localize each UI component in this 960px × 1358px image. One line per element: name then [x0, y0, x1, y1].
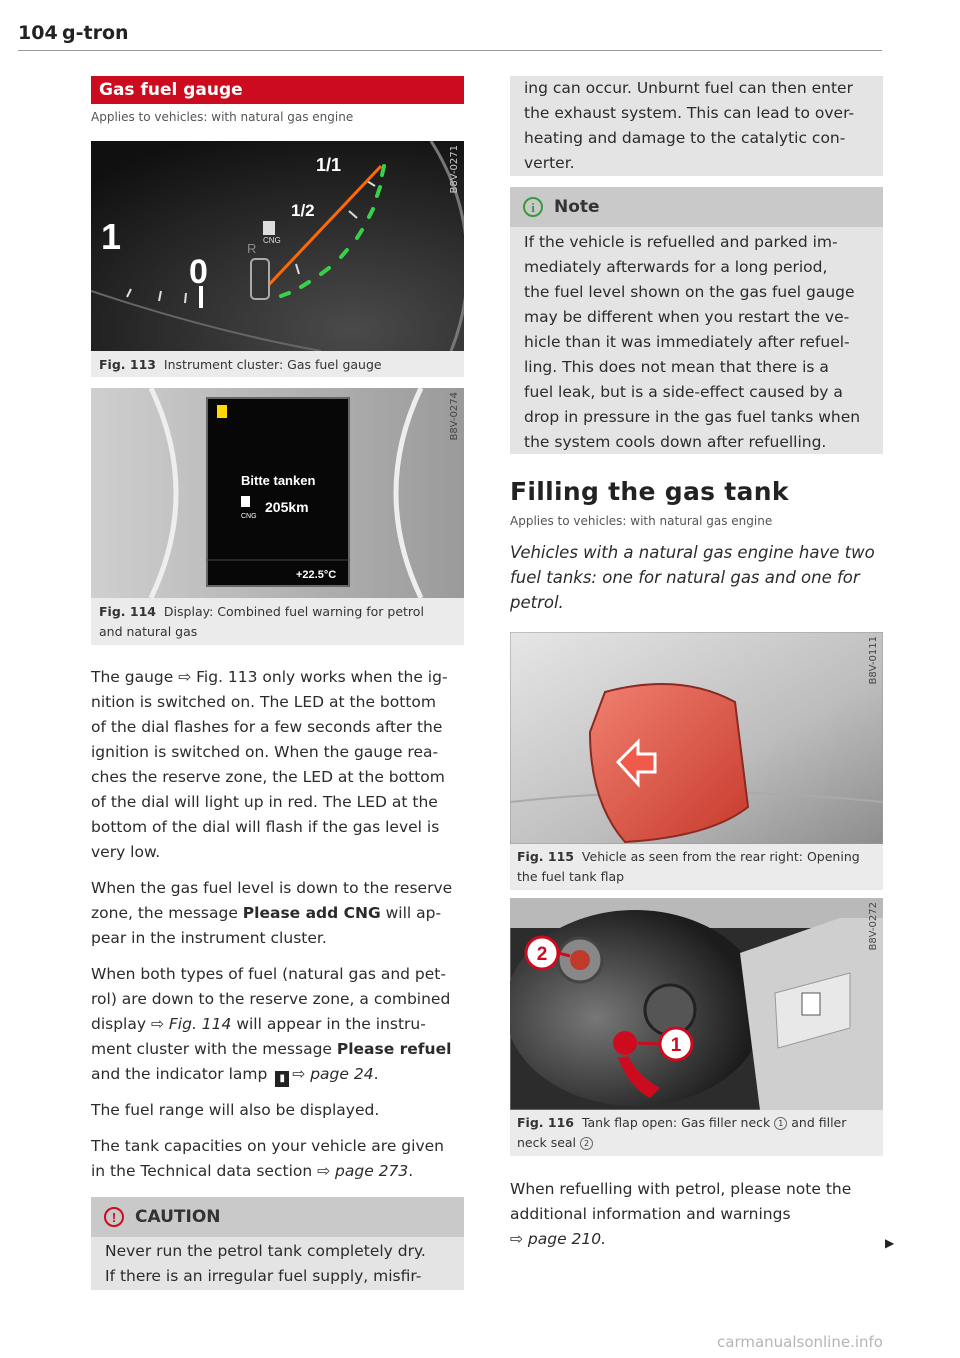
text-line: very low.	[91, 843, 161, 861]
text-line	[91, 1062, 466, 1087]
svg-text:i: i	[531, 200, 535, 215]
text-line	[91, 1037, 466, 1062]
caution-text	[91, 1239, 464, 1289]
caution-icon	[103, 1206, 125, 1228]
text-line: drop in pressure in the gas fuel tanks when	[524, 408, 861, 426]
text-line: the system cools down after refuelling.	[524, 433, 827, 451]
fig-114-link[interactable]: ⇨ Fig. 114	[150, 1015, 232, 1033]
text-line: The gauge ⇨ Fig. 113 only works when the ig-	[91, 668, 448, 686]
text-line: petrol.	[510, 593, 564, 612]
filler-neck-illustration	[510, 898, 883, 1110]
paragraph-range: The fuel range will also be displayed.	[91, 1101, 380, 1119]
fuel-flap-illustration	[510, 632, 883, 844]
gauge-mark: 1/1	[316, 155, 342, 175]
gauge-mark: CNG	[263, 236, 281, 245]
gauge-illustration	[91, 141, 464, 351]
text-line: hicle than it was immediately after refuel-	[524, 333, 850, 351]
page-24-link[interactable]: ⇨ page 24	[292, 1065, 374, 1083]
text-line: When the gas fuel level is down to the reserve	[91, 879, 453, 897]
text-line	[91, 1159, 466, 1184]
figure-caption	[517, 847, 879, 887]
filling-gas-tank-heading: Filling the gas tank	[510, 477, 789, 506]
gauge-mark: 1	[101, 216, 122, 257]
text-line: When both types of fuel (natural gas and pet-	[91, 965, 446, 983]
figure-label: Fig. 115	[517, 849, 574, 864]
figure-label: Fig. 116	[517, 1115, 574, 1130]
text-line: may be different when you restart the ve-	[524, 308, 850, 326]
paragraph-refuel-petrol	[510, 1177, 885, 1252]
caution-title: CAUTION	[135, 1207, 221, 1227]
figure-caption-text: and filler	[787, 1115, 847, 1130]
note-title: Note	[554, 197, 600, 217]
figure-label: Fig. 113	[99, 357, 156, 372]
text-line: If there is an irregular fuel supply, misfir-	[105, 1267, 422, 1285]
figure-code: B8V-0274	[449, 392, 460, 441]
message-please-add-cng: Please add CNG	[242, 904, 381, 922]
caution-cont-text	[510, 76, 883, 176]
text-span: display	[91, 1015, 151, 1033]
text-line	[91, 901, 466, 926]
text-span: ment cluster with the message	[91, 1040, 337, 1058]
figure-113	[91, 141, 464, 377]
caution-box	[91, 1197, 464, 1290]
figure-caption-text: and natural gas	[99, 624, 198, 639]
message-please-refuel: Please refuel	[336, 1040, 452, 1058]
gauge-mark: R	[247, 241, 257, 256]
applies-note: Applies to vehicles: with natural gas engine	[510, 514, 773, 528]
caution-header	[91, 1197, 464, 1237]
figure-115	[510, 632, 883, 890]
lead-paragraph	[510, 540, 885, 615]
figure-caption	[99, 355, 382, 375]
figure-caption	[99, 602, 459, 642]
marker-2-inline: 2	[580, 1137, 593, 1150]
page-273-link[interactable]: ⇨ page 273	[317, 1162, 409, 1180]
text-span: zone, the message	[91, 904, 243, 922]
text-line: The tank capacities on your vehicle are given	[91, 1137, 444, 1155]
note-box	[510, 187, 883, 454]
figure-caption-text: Display: Combined fuel warning for petrol	[163, 604, 424, 619]
figure-code: B8V-0111	[868, 636, 879, 685]
figure-caption-text: the fuel tank flap	[517, 869, 625, 884]
text-line: Never run the petrol tank completely dry.	[105, 1242, 426, 1260]
text-line	[91, 1012, 466, 1037]
figure-code: B8V-0271	[449, 145, 460, 194]
applies-note: Applies to vehicles: with natural gas engine	[91, 110, 354, 124]
text-span: and the indicator lamp	[91, 1065, 273, 1083]
text-line: ignition is switched on. When the gauge rea-	[91, 743, 439, 761]
figure-code: B8V-0272	[868, 902, 879, 951]
text-line: fuel tanks: one for natural gas and one for	[510, 568, 860, 587]
text-line: ches the reserve zone, the LED at the bottom	[91, 768, 445, 786]
info-icon	[522, 196, 544, 218]
section-title: g-tron	[62, 22, 129, 44]
text-line: bottom of the dial will flash if the gas level is	[91, 818, 440, 836]
text-span: .	[408, 1162, 414, 1180]
header-rule	[18, 50, 882, 51]
text-line: pear in the instrument cluster.	[91, 929, 327, 947]
footer-watermark[interactable]: carmanualsonline.info	[717, 1333, 883, 1351]
text-span: will appear in the instru-	[231, 1015, 426, 1033]
text-line: of the dial will light up in red. The LED at the	[91, 793, 438, 811]
gas-fuel-gauge-heading: Gas fuel gauge	[91, 76, 464, 104]
display-illustration	[91, 388, 464, 598]
text-line: of the dial flashes for a few seconds after the	[91, 718, 443, 736]
text-line: heating and damage to the catalytic con-	[524, 129, 846, 147]
display-cng: CNG	[241, 513, 257, 520]
figure-116	[510, 898, 883, 1156]
text-line: fuel leak, but is a side-effect caused by a	[524, 383, 843, 401]
figure-114	[91, 388, 464, 645]
gauge-mark: 1/2	[291, 201, 315, 220]
text-line: rol) are down to the reserve zone, a combined	[91, 990, 451, 1008]
text-line: nition is switched on. The LED at the bottom	[91, 693, 436, 711]
note-text	[510, 230, 883, 455]
text-line: If the vehicle is refuelled and parked im-	[524, 233, 838, 251]
fuel-lamp-icon: ▮	[275, 1071, 289, 1087]
figure-caption-text: Instrument cluster: Gas fuel gauge	[163, 357, 382, 372]
text-line: ling. This does not mean that there is a	[524, 358, 829, 376]
page-number: 104	[18, 22, 58, 44]
paragraph-capacities	[91, 1134, 466, 1184]
text-line: mediately afterwards for a long period,	[524, 258, 828, 276]
text-span: .	[373, 1065, 379, 1083]
continue-arrow-icon: ▶	[885, 1236, 895, 1250]
text-span: in the Technical data section	[91, 1162, 318, 1180]
marker-1: 1	[670, 1035, 682, 1056]
text-span: will ap-	[380, 904, 442, 922]
figure-caption-text: Tank flap open: Gas filler neck	[581, 1115, 775, 1130]
text-line: the fuel level shown on the gas fuel gauge	[524, 283, 855, 301]
display-range: 205km	[265, 499, 309, 515]
paragraph-gauge	[91, 665, 466, 865]
paragraph-reserve	[91, 876, 466, 951]
display-temperature: +22.5°C	[296, 569, 337, 581]
marker-1-inline: 1	[774, 1117, 787, 1130]
page-210-link[interactable]: ⇨ page 210.	[510, 1230, 607, 1248]
figure-caption-text: neck seal	[517, 1135, 581, 1150]
figure-caption	[517, 1113, 879, 1153]
figure-label: Fig. 114	[99, 604, 156, 619]
display-message: Bitte tanken	[241, 473, 316, 488]
caution-continued	[510, 76, 883, 176]
note-header	[510, 187, 883, 227]
text-line: When refuelling with petrol, please note the	[510, 1180, 852, 1198]
gauge-mark: 0	[189, 253, 208, 291]
text-line: ing can occur. Unburnt fuel can then enter	[524, 79, 853, 97]
text-line: Vehicles with a natural gas engine have two	[510, 543, 875, 562]
marker-2: 2	[536, 944, 548, 965]
text-line: the exhaust system. This can lead to over-	[524, 104, 855, 122]
paragraph-combined	[91, 962, 466, 1087]
figure-caption-text: Vehicle as seen from the rear right: Opening	[581, 849, 860, 864]
text-line: additional information and warnings	[510, 1205, 791, 1223]
text-line: verter.	[524, 154, 575, 172]
svg-text:!: !	[111, 1210, 117, 1225]
